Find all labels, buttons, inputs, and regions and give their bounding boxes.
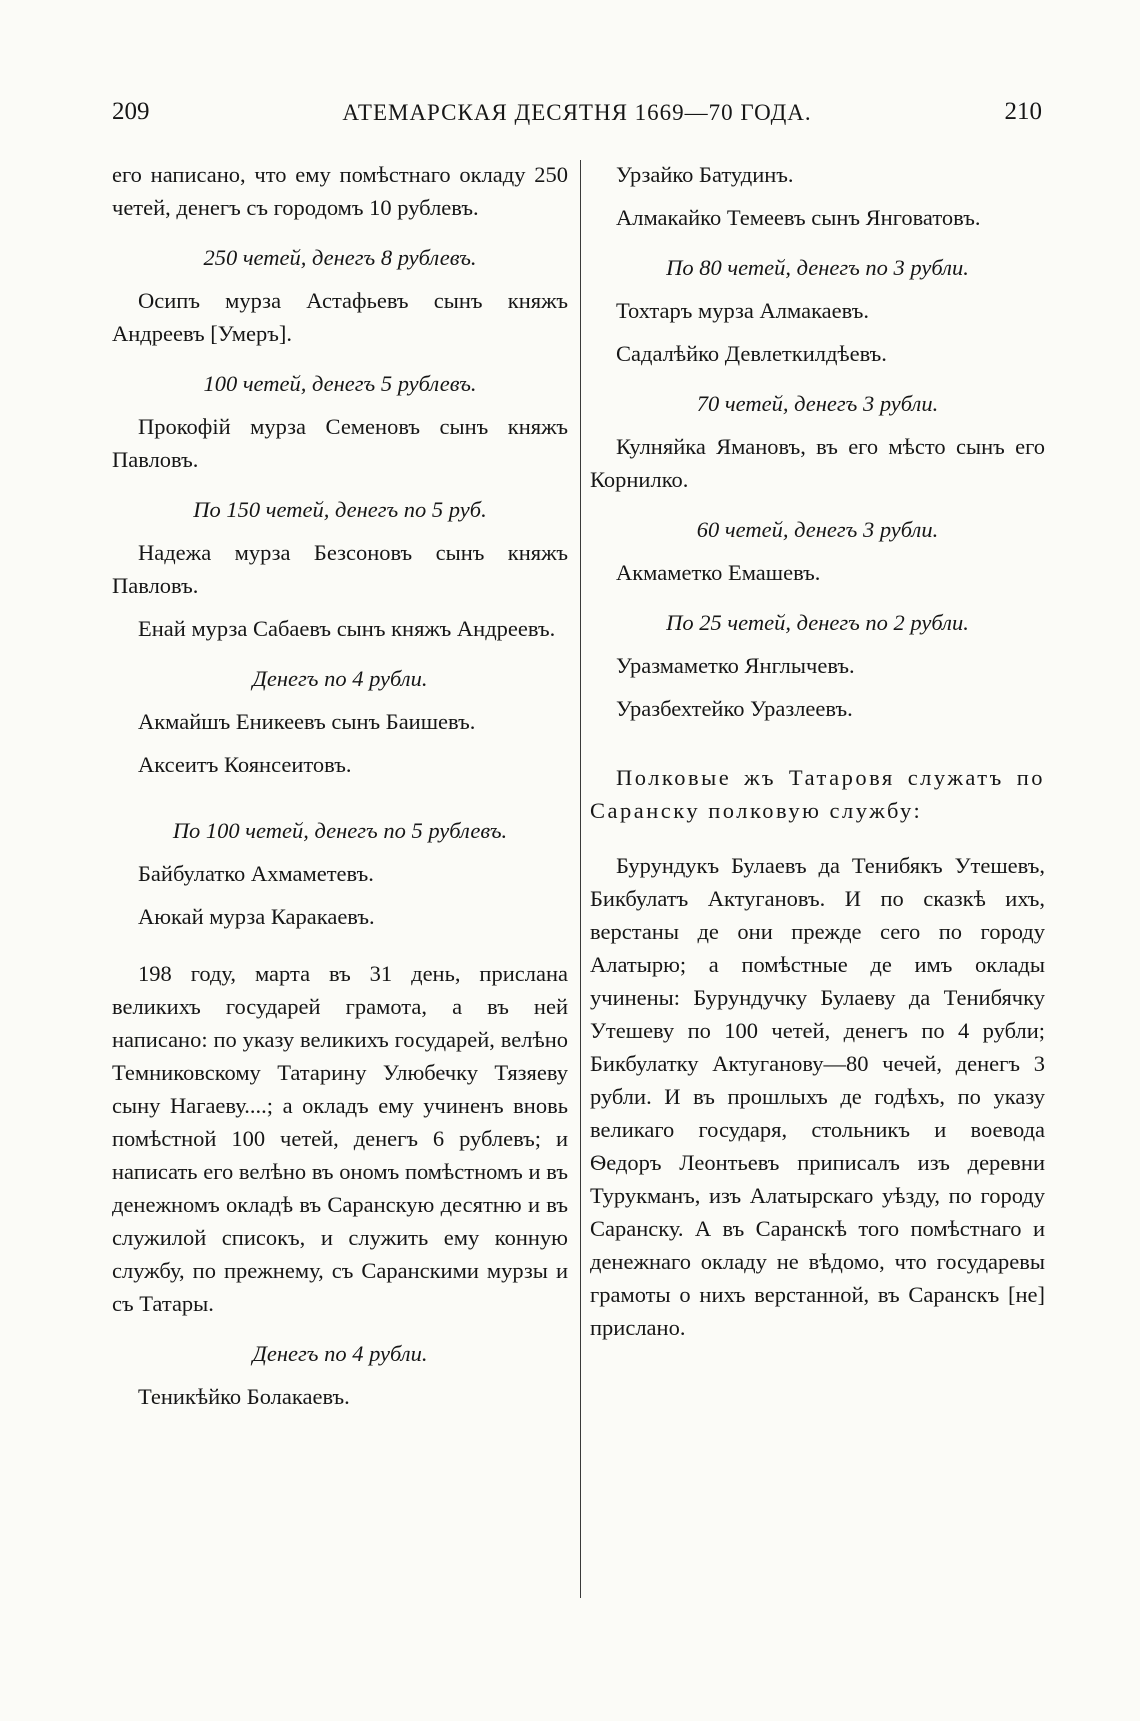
entry: Акмайшъ Еникеевъ сынъ Баишевъ. — [138, 709, 476, 734]
entry: Байбулатко Ахмаметевъ. — [138, 861, 374, 886]
running-title: АТЕМАРСКАЯ ДЕСЯТНЯ 1669—70 ГОДА. — [342, 100, 812, 125]
entry: Садалѣйко Девлеткилдѣевъ. — [616, 341, 887, 366]
entry: Тохтаръ мурза Алмакаевъ. — [616, 298, 869, 323]
continuation-paragraph: его написано, что ему помѣстнаго окладу 250 четей, денегъ съ городомъ 10 рублевъ. — [112, 162, 568, 220]
column-divider — [580, 160, 581, 1598]
section-heading: 70 четей, денегъ 3 рубли. — [696, 391, 939, 416]
page-header — [112, 98, 1042, 132]
page-number-right: 210 — [1004, 98, 1042, 125]
entry: Теникѣйко Болакаевъ. — [138, 1384, 350, 1409]
section-heading: 60 четей, денегъ 3 рубли. — [696, 517, 939, 542]
page-number-left: 209 — [112, 98, 150, 125]
entry: Уразбехтейко Уразлеевъ. — [616, 696, 853, 721]
entry: Урзайко Батудинъ. — [616, 162, 794, 187]
section-heading: 250 четей, денегъ 8 рублевъ. — [203, 245, 477, 270]
left-column — [112, 158, 568, 1413]
decree-paragraph: 198 году, марта въ 31 день, прислана великихъ государей грамота, а въ ней написано: по указу великихъ государей, велѣно Темниковскому Татарину Улюбечку Тязяеву сыну Нагаеву....; а окладъ ему учиненъ вновь помѣстной 100 четей, денегъ 6 рублевъ; и написать его велѣно въ ономъ помѣстномъ и въ денежномъ окладѣ въ Саранскую десятню и въ служилой списокъ, и служить ему конную службу, по прежнему, съ Саранскими мурзы и съ Татары. — [112, 961, 568, 1316]
entry: Алмакайко Темеевъ сынъ Янговатовъ. — [616, 205, 981, 230]
section-intro: Полковые жъ Татаровя служатъ по Саранску полковую службу: — [590, 765, 1045, 823]
section-heading: 100 четей, денегъ 5 рублевъ. — [203, 371, 477, 396]
entry: Аксеитъ Коянсеитовъ. — [138, 752, 352, 777]
entry: Енай мурза Сабаевъ сынъ княжъ Андреевъ. — [138, 616, 556, 641]
section-heading: По 100 четей, денегъ по 5 рублевъ. — [172, 818, 508, 843]
entry: Надежа мурза Безсоновъ сынъ княжъ Павловъ. — [112, 540, 568, 598]
section-heading: Денегъ по 4 рубли. — [252, 1341, 428, 1366]
section-heading: По 25 четей, денегъ по 2 рубли. — [666, 610, 969, 635]
entry: Осипъ мурза Астафьевъ сынъ княжъ Андреевъ [Умеръ]. — [112, 288, 568, 346]
section-heading: По 80 четей, денегъ по 3 рубли. — [666, 255, 969, 280]
record-paragraph: Бурундукъ Булаевъ да Тенибякъ Утешевъ, Бикбулатъ Актугановъ. И по сказкѣ ихъ, верстаны де они прежде сего по городу Алатырю; а помѣстные де имъ оклады учинены: Бурундучку Булаеву да Тенибячку Утешеву по 100 четей, денегъ по 4 рубли; Бикбулатку Актуганову—80 чечей, денегъ 3 рубли. И въ прошлыхъ де годѣхъ, по указу великаго государя, стольникъ и воевода Ѳедоръ Леонтьевъ приписалъ изъ деревни Турукманъ, изъ Алатырскаго уѣзду, по городу Саранску. А въ Саранскѣ того помѣстнаго и денежнаго окладу не вѣдомо, что государевы грамоты о нихъ верстанной, въ Саранскъ [не] прислано. — [590, 853, 1045, 1340]
right-column — [590, 158, 1045, 1344]
entry: Прокофій мурза Семеновъ сынъ княжъ Павловъ. — [112, 414, 568, 472]
section-heading: По 150 четей, денегъ по 5 руб. — [193, 497, 487, 522]
section-heading: Денегъ по 4 рубли. — [252, 666, 428, 691]
entry: Акмаметко Емашевъ. — [616, 560, 821, 585]
entry: Кулняйка Ямановъ, въ его мѣсто сынъ его Корнилко. — [590, 434, 1045, 492]
entry: Аюкай мурза Каракаевъ. — [138, 904, 375, 929]
entry: Уразмаметко Янглычевъ. — [616, 653, 855, 678]
